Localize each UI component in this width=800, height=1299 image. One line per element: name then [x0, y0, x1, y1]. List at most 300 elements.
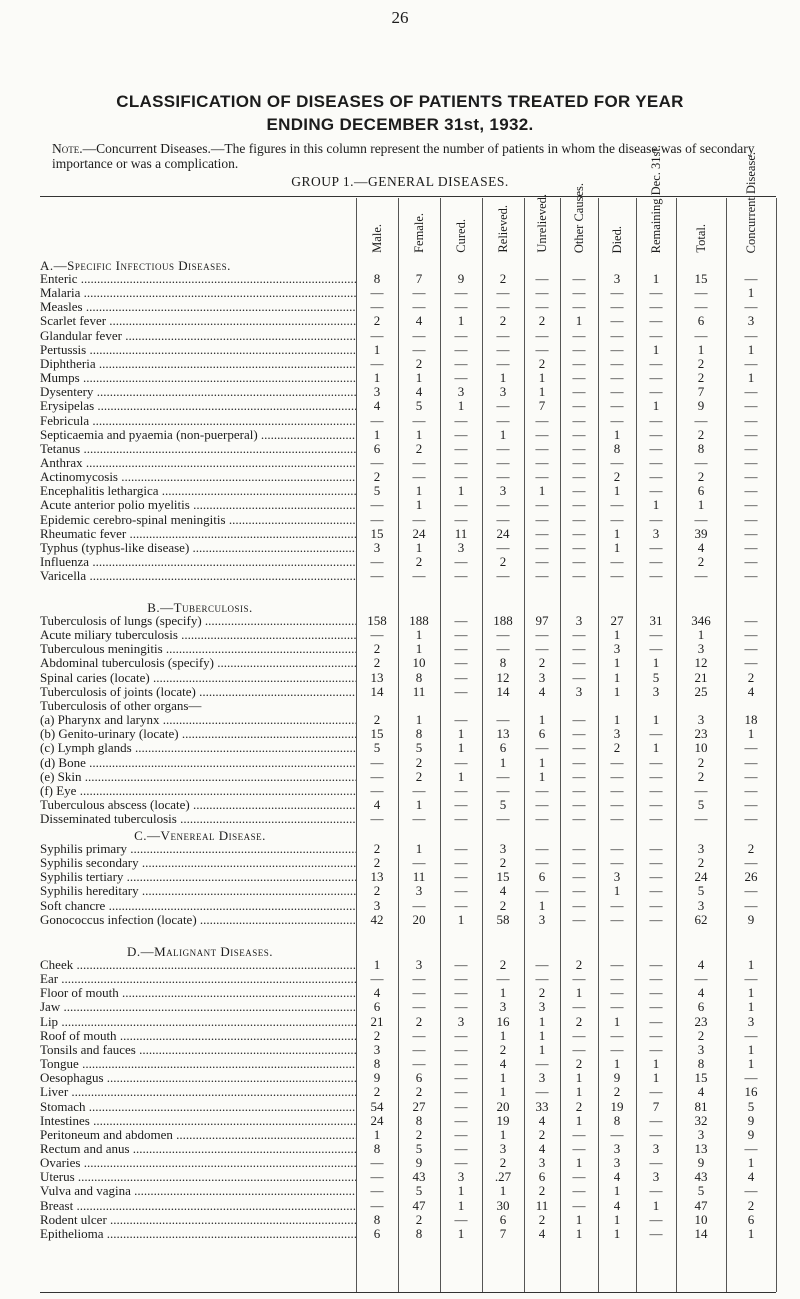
table-cell: 1 [613, 627, 621, 643]
row-label: Tongue ..... [40, 1057, 356, 1071]
table-cell: — [370, 568, 384, 584]
table-cell: — [370, 412, 384, 428]
table-cell: — [370, 497, 384, 513]
table-cell: 25 [694, 683, 708, 699]
table-cell: — [572, 883, 586, 899]
section-title: B.—Tuberculosis. [147, 600, 253, 615]
table-cell: — [610, 384, 624, 400]
table-cell: — [454, 655, 468, 671]
table-cell: 5 [415, 1183, 423, 1199]
table-row [0, 1184, 800, 1198]
table-cell: — [572, 271, 586, 286]
table-cell: — [454, 999, 468, 1015]
table-cell: — [610, 497, 624, 513]
table-row [0, 842, 800, 856]
table-cell: 4 [538, 1140, 546, 1156]
table-cell: 1 [652, 497, 660, 513]
table-row [0, 642, 800, 656]
table-cell: — [610, 313, 624, 329]
table-cell: 9 [373, 1070, 381, 1086]
table-cell: — [744, 641, 758, 657]
table-row [0, 555, 800, 569]
table-row [0, 628, 800, 642]
table-cell: 2 [499, 855, 507, 871]
row-label: Varicella ..... [40, 569, 356, 583]
row-label: Soft chancre ..... [40, 899, 356, 913]
row-label: Epidemic cerebro-spinal meningitis ..... [40, 513, 356, 527]
table-cell: 1 [415, 539, 423, 555]
table-cell: 3 [652, 683, 660, 699]
table-cell: — [649, 1183, 663, 1199]
table-cell: — [454, 985, 468, 1001]
table-cell: — [535, 539, 549, 555]
table-cell: 97 [535, 613, 549, 628]
table-cell: — [496, 285, 510, 301]
table-cell: 9 [747, 911, 755, 927]
table-cell: — [535, 271, 549, 286]
table-cell: 4 [697, 539, 705, 555]
table-cell: 24 [496, 525, 510, 541]
table-cell: 10 [694, 740, 708, 756]
table-cell: 3 [613, 1140, 621, 1156]
table-cell: 8 [373, 1140, 381, 1156]
row-label: Tuberculosis of lungs (specify) ..... [40, 614, 356, 628]
table-row [0, 1071, 800, 1085]
table-row [0, 1043, 800, 1057]
table-cell: 9 [747, 1126, 755, 1142]
row-label: Jaw ..... [40, 1000, 356, 1014]
table-cell: 1 [457, 1225, 465, 1241]
table-cell: 3 [538, 669, 546, 685]
table-cell: — [744, 299, 758, 315]
table-cell: 2 [697, 355, 705, 371]
table-row [0, 870, 800, 884]
table-cell: 4 [538, 683, 546, 699]
table-cell: 1 [457, 911, 465, 927]
row-label: Uterus ..... [40, 1170, 356, 1184]
table-cell: 1 [747, 1056, 755, 1072]
page-subtitle: ENDING DECEMBER 31st, 1932. [266, 115, 534, 134]
table-cell: 2 [538, 985, 546, 1001]
table-row [0, 1142, 800, 1156]
table-cell: 5 [499, 796, 507, 812]
table-cell: — [454, 869, 468, 885]
table-cell: 43 [412, 1169, 426, 1185]
table-cell: 8 [373, 1211, 381, 1227]
table-cell: 3 [538, 911, 546, 927]
table-cell: — [572, 869, 586, 885]
table-cell: 81 [694, 1098, 708, 1114]
table-cell: 2 [697, 469, 705, 485]
table-cell: — [454, 782, 468, 798]
table-cell: — [572, 341, 586, 357]
table-cell: 1 [747, 1041, 755, 1057]
table-cell: — [454, 1112, 468, 1128]
table-cell: — [649, 999, 663, 1015]
table-cell: 1 [457, 768, 465, 784]
table-cell: — [572, 971, 586, 987]
table-row [0, 741, 800, 755]
table-cell: — [610, 327, 624, 343]
table-cell: 4 [373, 398, 381, 414]
table-cell: — [535, 440, 549, 456]
row-label: Syphilis hereditary ..... [40, 884, 356, 898]
table-cell: 8 [373, 1056, 381, 1072]
column-header [356, 203, 398, 253]
table-cell: — [610, 355, 624, 371]
table-cell: 5 [697, 1183, 705, 1199]
table-cell: — [649, 855, 663, 871]
row-label: Acute miliary tuberculosis ..... [40, 628, 356, 642]
table-cell: 2 [538, 355, 546, 371]
table-cell: — [370, 511, 384, 527]
page-title: CLASSIFICATION OF DISEASES OF PATIENTS TREATED FOR YEAR [116, 92, 684, 111]
table-cell: — [572, 525, 586, 541]
table-cell: — [572, 897, 586, 913]
table-cell: — [649, 768, 663, 784]
table-cell: — [610, 1041, 624, 1057]
table-cell: 3 [499, 999, 507, 1015]
table-cell: — [572, 568, 586, 584]
table-cell: — [694, 811, 708, 827]
table-cell: 1 [457, 1197, 465, 1213]
table-cell: 1 [747, 341, 755, 357]
table-cell: 2 [373, 313, 381, 329]
table-cell: — [412, 285, 426, 301]
table-cell: 3 [652, 1140, 660, 1156]
table-cell: — [572, 483, 586, 499]
table-cell: 1 [415, 796, 423, 812]
table-cell: 1 [373, 370, 381, 386]
table-cell: — [412, 511, 426, 527]
table-cell: 2 [747, 841, 755, 856]
table-row [0, 357, 800, 371]
table-cell: 2 [499, 897, 507, 913]
table-cell: — [744, 412, 758, 428]
table-cell: 2 [613, 469, 621, 485]
table-cell: — [744, 613, 758, 628]
table-cell: 1 [652, 398, 660, 414]
table-cell: 13 [496, 726, 510, 742]
table-cell: — [496, 440, 510, 456]
table-cell: 21 [370, 1013, 384, 1029]
row-label: Febricula ..... [40, 414, 356, 428]
table-row [0, 286, 800, 300]
table-cell: 3 [697, 712, 705, 728]
table-cell: — [744, 568, 758, 584]
table-cell: — [610, 1126, 624, 1142]
table-cell: .27 [494, 1169, 512, 1185]
table-cell: — [694, 285, 708, 301]
row-label: Glandular fever ..... [40, 329, 356, 343]
table-row [0, 1114, 800, 1128]
table-cell: 1 [575, 985, 583, 1001]
table-cell: 5 [415, 398, 423, 414]
table-cell: 39 [694, 525, 708, 541]
column-header-text: Total. [693, 224, 708, 253]
table-cell: — [454, 1140, 468, 1156]
table-cell: — [535, 740, 549, 756]
table-cell: — [572, 669, 586, 685]
table-cell: — [572, 554, 586, 569]
table-cell: — [610, 398, 624, 414]
table-cell: — [649, 911, 663, 927]
bottom-rule [40, 1292, 776, 1293]
table-cell: 1 [613, 669, 621, 685]
table-cell: 1 [747, 370, 755, 386]
table-cell: 2 [499, 313, 507, 329]
column-header [676, 203, 726, 253]
table-cell: 5 [747, 1098, 755, 1114]
row-label: Tuberculous abscess (locate) ..... [40, 798, 356, 812]
table-cell: — [370, 355, 384, 371]
table-cell: 2 [613, 740, 621, 756]
table-cell: — [572, 1169, 586, 1185]
table-cell: 3 [613, 869, 621, 885]
table-row [0, 1000, 800, 1014]
table-cell: — [572, 1027, 586, 1043]
table-cell: — [744, 782, 758, 798]
table-cell: — [610, 999, 624, 1015]
table-cell: 16 [744, 1084, 758, 1100]
table-cell: — [535, 883, 549, 899]
table-cell: 4 [613, 1169, 621, 1185]
table-cell: 8 [613, 1112, 621, 1128]
table-cell: 2 [373, 1027, 381, 1043]
table-cell: — [454, 1027, 468, 1043]
table-cell: — [535, 568, 549, 584]
table-cell: — [496, 539, 510, 555]
row-label: Intestines ..... [40, 1114, 356, 1128]
table-cell: — [370, 299, 384, 315]
table-cell: 1 [652, 1070, 660, 1086]
table-cell: — [572, 754, 586, 770]
table-cell: 3 [499, 1140, 507, 1156]
table-cell: — [370, 782, 384, 798]
table-cell: 11 [412, 869, 426, 885]
row-label: Liver ..... [40, 1085, 356, 1099]
table-cell: — [572, 627, 586, 643]
table-cell: 26 [744, 869, 758, 885]
table-cell: 3 [373, 1041, 381, 1057]
table-cell: 2 [415, 768, 423, 784]
table-cell: — [454, 811, 468, 827]
table-cell: — [610, 985, 624, 1001]
table-cell: 2 [697, 768, 705, 784]
table-cell: 4 [613, 1197, 621, 1213]
column-header [398, 203, 440, 253]
table-cell: 4 [538, 1112, 546, 1128]
table-cell: — [370, 454, 384, 470]
table-cell: — [535, 412, 549, 428]
table-row [0, 1057, 800, 1071]
table-cell: — [454, 796, 468, 812]
table-cell: — [744, 754, 758, 770]
table-cell: — [610, 911, 624, 927]
table-row [0, 428, 800, 442]
table-cell: — [370, 285, 384, 301]
row-label: Ear ..... [40, 972, 356, 986]
table-cell: 14 [370, 683, 384, 699]
table-cell: — [610, 412, 624, 428]
row-label: Diphtheria ..... [40, 357, 356, 371]
row-label: Measles ..... [40, 300, 356, 314]
row-label: Roof of mouth ..... [40, 1029, 356, 1043]
table-cell: — [744, 971, 758, 987]
table-cell: 1 [499, 426, 507, 442]
table-cell: 1 [373, 426, 381, 442]
note-label: Note. [52, 141, 83, 156]
table-cell: — [412, 469, 426, 485]
table-cell: — [572, 855, 586, 871]
table-cell: — [572, 655, 586, 671]
table-row [0, 1156, 800, 1170]
table-row [0, 272, 800, 286]
table-row [0, 1227, 800, 1241]
table-cell: — [610, 370, 624, 386]
table-cell: — [649, 483, 663, 499]
table-cell: — [744, 655, 758, 671]
table-cell: 3 [613, 271, 621, 286]
table-cell: 1 [499, 1126, 507, 1142]
table-cell: 2 [499, 957, 507, 972]
table-cell: — [572, 768, 586, 784]
table-cell: — [412, 1027, 426, 1043]
table-cell: — [370, 768, 384, 784]
table-cell: 58 [496, 911, 510, 927]
table-cell: — [744, 327, 758, 343]
table-cell: 2 [575, 957, 583, 972]
table-cell: 1 [575, 1112, 583, 1128]
table-cell: 1 [538, 897, 546, 913]
table-cell: 2 [538, 655, 546, 671]
table-cell: — [454, 299, 468, 315]
table-cell: 2 [499, 271, 507, 286]
table-cell: 3 [652, 525, 660, 541]
table-cell: — [649, 554, 663, 569]
table-row [0, 1170, 800, 1184]
row-label: Gonococcus infection (locate) ..... [40, 913, 356, 927]
table-cell: — [454, 1084, 468, 1100]
row-label: (f) Eye ..... [40, 784, 356, 798]
table-cell: — [535, 641, 549, 657]
table-cell: 3 [697, 1126, 705, 1142]
table-cell: — [535, 554, 549, 569]
row-label: (a) Pharynx and larynx ..... [40, 713, 356, 727]
table-cell: — [535, 469, 549, 485]
table-cell: 2 [697, 754, 705, 770]
table-cell: 3 [613, 1155, 621, 1171]
table-cell: — [610, 957, 624, 972]
table-cell: 5 [697, 883, 705, 899]
table-cell: 9 [415, 1155, 423, 1171]
table-cell: — [496, 355, 510, 371]
table-cell: 3 [373, 897, 381, 913]
table-cell: — [744, 398, 758, 414]
table-cell: — [454, 841, 468, 856]
table-cell: — [649, 1013, 663, 1029]
table-cell: — [535, 841, 549, 856]
table-cell: — [649, 796, 663, 812]
table-cell: — [454, 1098, 468, 1114]
table-cell: — [744, 271, 758, 286]
table-cell: — [535, 454, 549, 470]
table-cell: 2 [373, 641, 381, 657]
table-cell: 3 [747, 1013, 755, 1029]
row-label: Dysentery ..... [40, 385, 356, 399]
table-cell: — [744, 426, 758, 442]
table-cell: — [694, 782, 708, 798]
table-cell: — [496, 497, 510, 513]
table-cell: 1 [457, 398, 465, 414]
table-cell: — [649, 1112, 663, 1128]
table-cell: — [744, 525, 758, 541]
table-cell: 8 [499, 655, 507, 671]
table-cell: 1 [538, 1027, 546, 1043]
table-cell: — [535, 811, 549, 827]
table-cell: — [454, 355, 468, 371]
row-label: Spinal caries (locate) ..... [40, 671, 356, 685]
table-cell: 5 [415, 1140, 423, 1156]
table-cell: 1 [538, 768, 546, 784]
table-cell: — [744, 511, 758, 527]
table-cell: — [572, 426, 586, 442]
table-cell: — [649, 440, 663, 456]
table-cell: — [649, 1027, 663, 1043]
table-cell: — [572, 398, 586, 414]
table-cell: 1 [613, 539, 621, 555]
table-cell: 1 [575, 1155, 583, 1171]
table-cell: 13 [370, 869, 384, 885]
row-label: Syphilis primary ..... [40, 842, 356, 856]
table-cell: 24 [370, 1112, 384, 1128]
table-row [0, 614, 800, 628]
table-cell: — [649, 299, 663, 315]
table-cell: 3 [538, 1070, 546, 1086]
table-cell: 4 [499, 1056, 507, 1072]
table-cell: 1 [373, 957, 381, 972]
table-cell: 1 [747, 985, 755, 1001]
page-number: 26 [391, 8, 409, 27]
table-row [0, 986, 800, 1000]
table-row [0, 656, 800, 670]
table-cell: 15 [694, 1070, 708, 1086]
table-cell: 1 [499, 985, 507, 1001]
column-header-text: Unrelieved. [534, 194, 549, 253]
table-cell: 2 [747, 669, 755, 685]
table-cell: 2 [538, 313, 546, 329]
table-cell: — [744, 1183, 758, 1199]
table-cell: 1 [457, 483, 465, 499]
table-cell: — [572, 811, 586, 827]
table-cell: — [535, 957, 549, 972]
column-header-text: Cured. [453, 219, 468, 253]
table-cell: — [454, 426, 468, 442]
table-cell: 2 [538, 1183, 546, 1199]
table-cell: 8 [415, 1225, 423, 1241]
table-row [0, 812, 800, 826]
table-cell: — [744, 1027, 758, 1043]
table-cell: 3 [613, 726, 621, 742]
table-cell: — [412, 985, 426, 1001]
table-cell: — [572, 712, 586, 728]
table-cell: 1 [652, 740, 660, 756]
column-header-text: Female. [411, 213, 426, 253]
table-cell: — [454, 1041, 468, 1057]
section-title: D.—Malignant Diseases. [126, 944, 274, 959]
table-cell: — [454, 897, 468, 913]
table-cell: 11 [454, 525, 468, 541]
